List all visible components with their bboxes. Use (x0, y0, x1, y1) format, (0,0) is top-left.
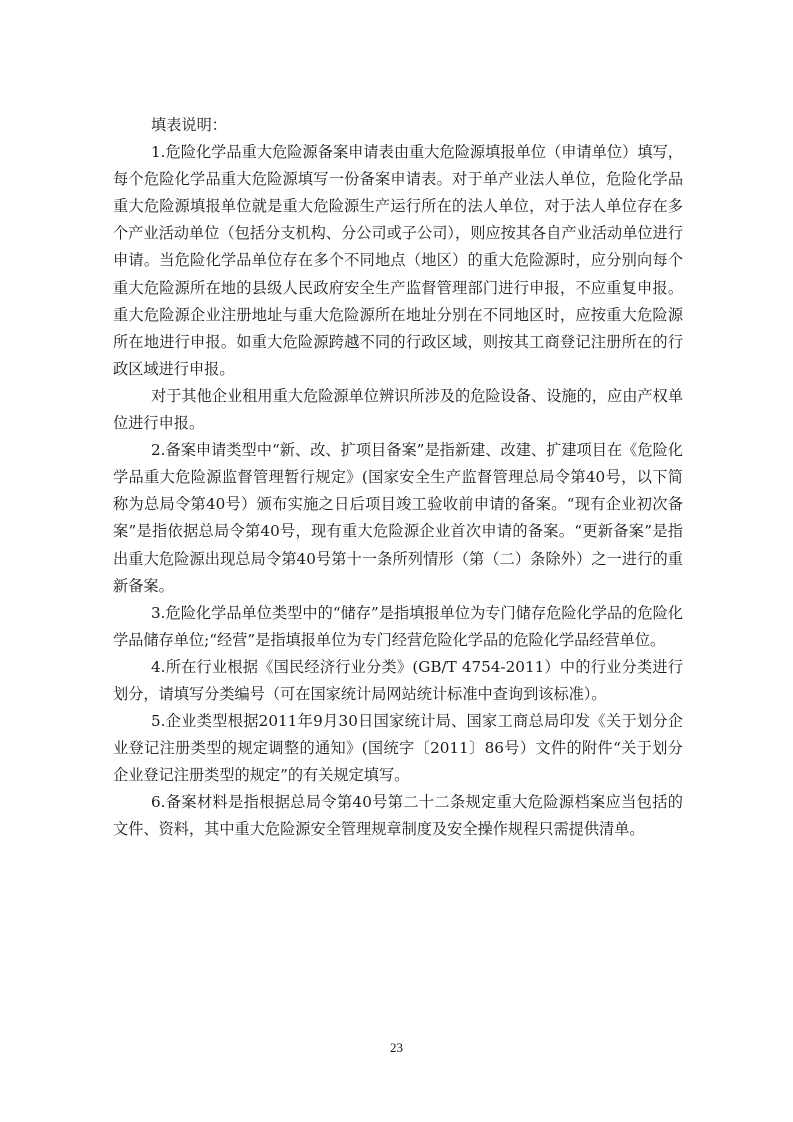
paragraph-2: 对于其他企业租用重大危险源单位辨识所涉及的危险设备、设施的，应由产权单位进行申报。 (113, 386, 683, 433)
paragraph-1: 1.危险化学品重大危险源备案申请表由重大危险源填报单位（申请单位）填写，每个危险化学品重大危险源填写一份备案申请表。对于单产业法人单位，危险化学品重大危险源填报单位就是重大危险源生产运行所在的法人单位，对于法人单位存在多个产业活动单位（包括分支机构、分公司或子公司），则应按其各自产业活动单位进行申请。当危险化学品单位存在多个不同地点（地区）的重大危险源时，应分别向每个重大危险源所在地的县级人民政府安全生产监督管理部门进行申报，不应重复申报。重大危险源企业注册地址与重大危险源所在地址分别在不同地区时，应按重大危险源所在地进行申报。如重大危险源跨越不同的行政区域，则按其工商登记注册所在的行政区域进行申报。 (113, 143, 683, 378)
paragraph-6: 5.企业类型根据2011年9月30日国家统计局、国家工商总局印发《关于划分企业登记注册类型的规定调整的通知》(国统字〔2011〕86号）文件的附件“关于划分企业登记注册类型的规定”的有关规定填写。 (113, 712, 683, 785)
instructions-heading: 填表说明： (151, 116, 227, 134)
paragraph-4: 3.危险化学品单位类型中的“储存”是指填报单位为专门储存危险化学品的危险化学品储存单位;“经营”是指填报单位为专门经营危险化学品的危险化学品经营单位。 (113, 603, 683, 649)
paragraph-3: 2.备案申请类型中“新、改、扩项目备案”是指新建、改建、扩建项目在《危险化学品重大危险源监督管理暂行规定》(国家安全生产监督管理总局令第40号，以下简称为总局令第40号）颁布实施之日后项目竣工验收前申请的备案。“现有企业初次备案”是指依据总局令第40号，现有重大危险源企业首次申请的备案。“更新备案”是指出重大危险源出现总局令第40号第十一条所列情形（第（二）条除外）之一进行的重新备案。 (113, 441, 683, 595)
paragraph-5: 4.所在行业根据《国民经济行业分类》(GB/T 4754-2011）中的行业分类进行划分，请填写分类编号（可在国家统计局网站统计标准中查询到该标准）。 (113, 657, 683, 703)
document-body (113, 112, 683, 844)
page-number: 23 (390, 1040, 403, 1055)
paragraph-7: 6.备案材料是指根据总局令第40号第二十二条规定重大危险源档案应当包括的文件、资料，其中重大危险源安全管理规章制度及安全操作规程只需提供清单。 (113, 793, 683, 839)
